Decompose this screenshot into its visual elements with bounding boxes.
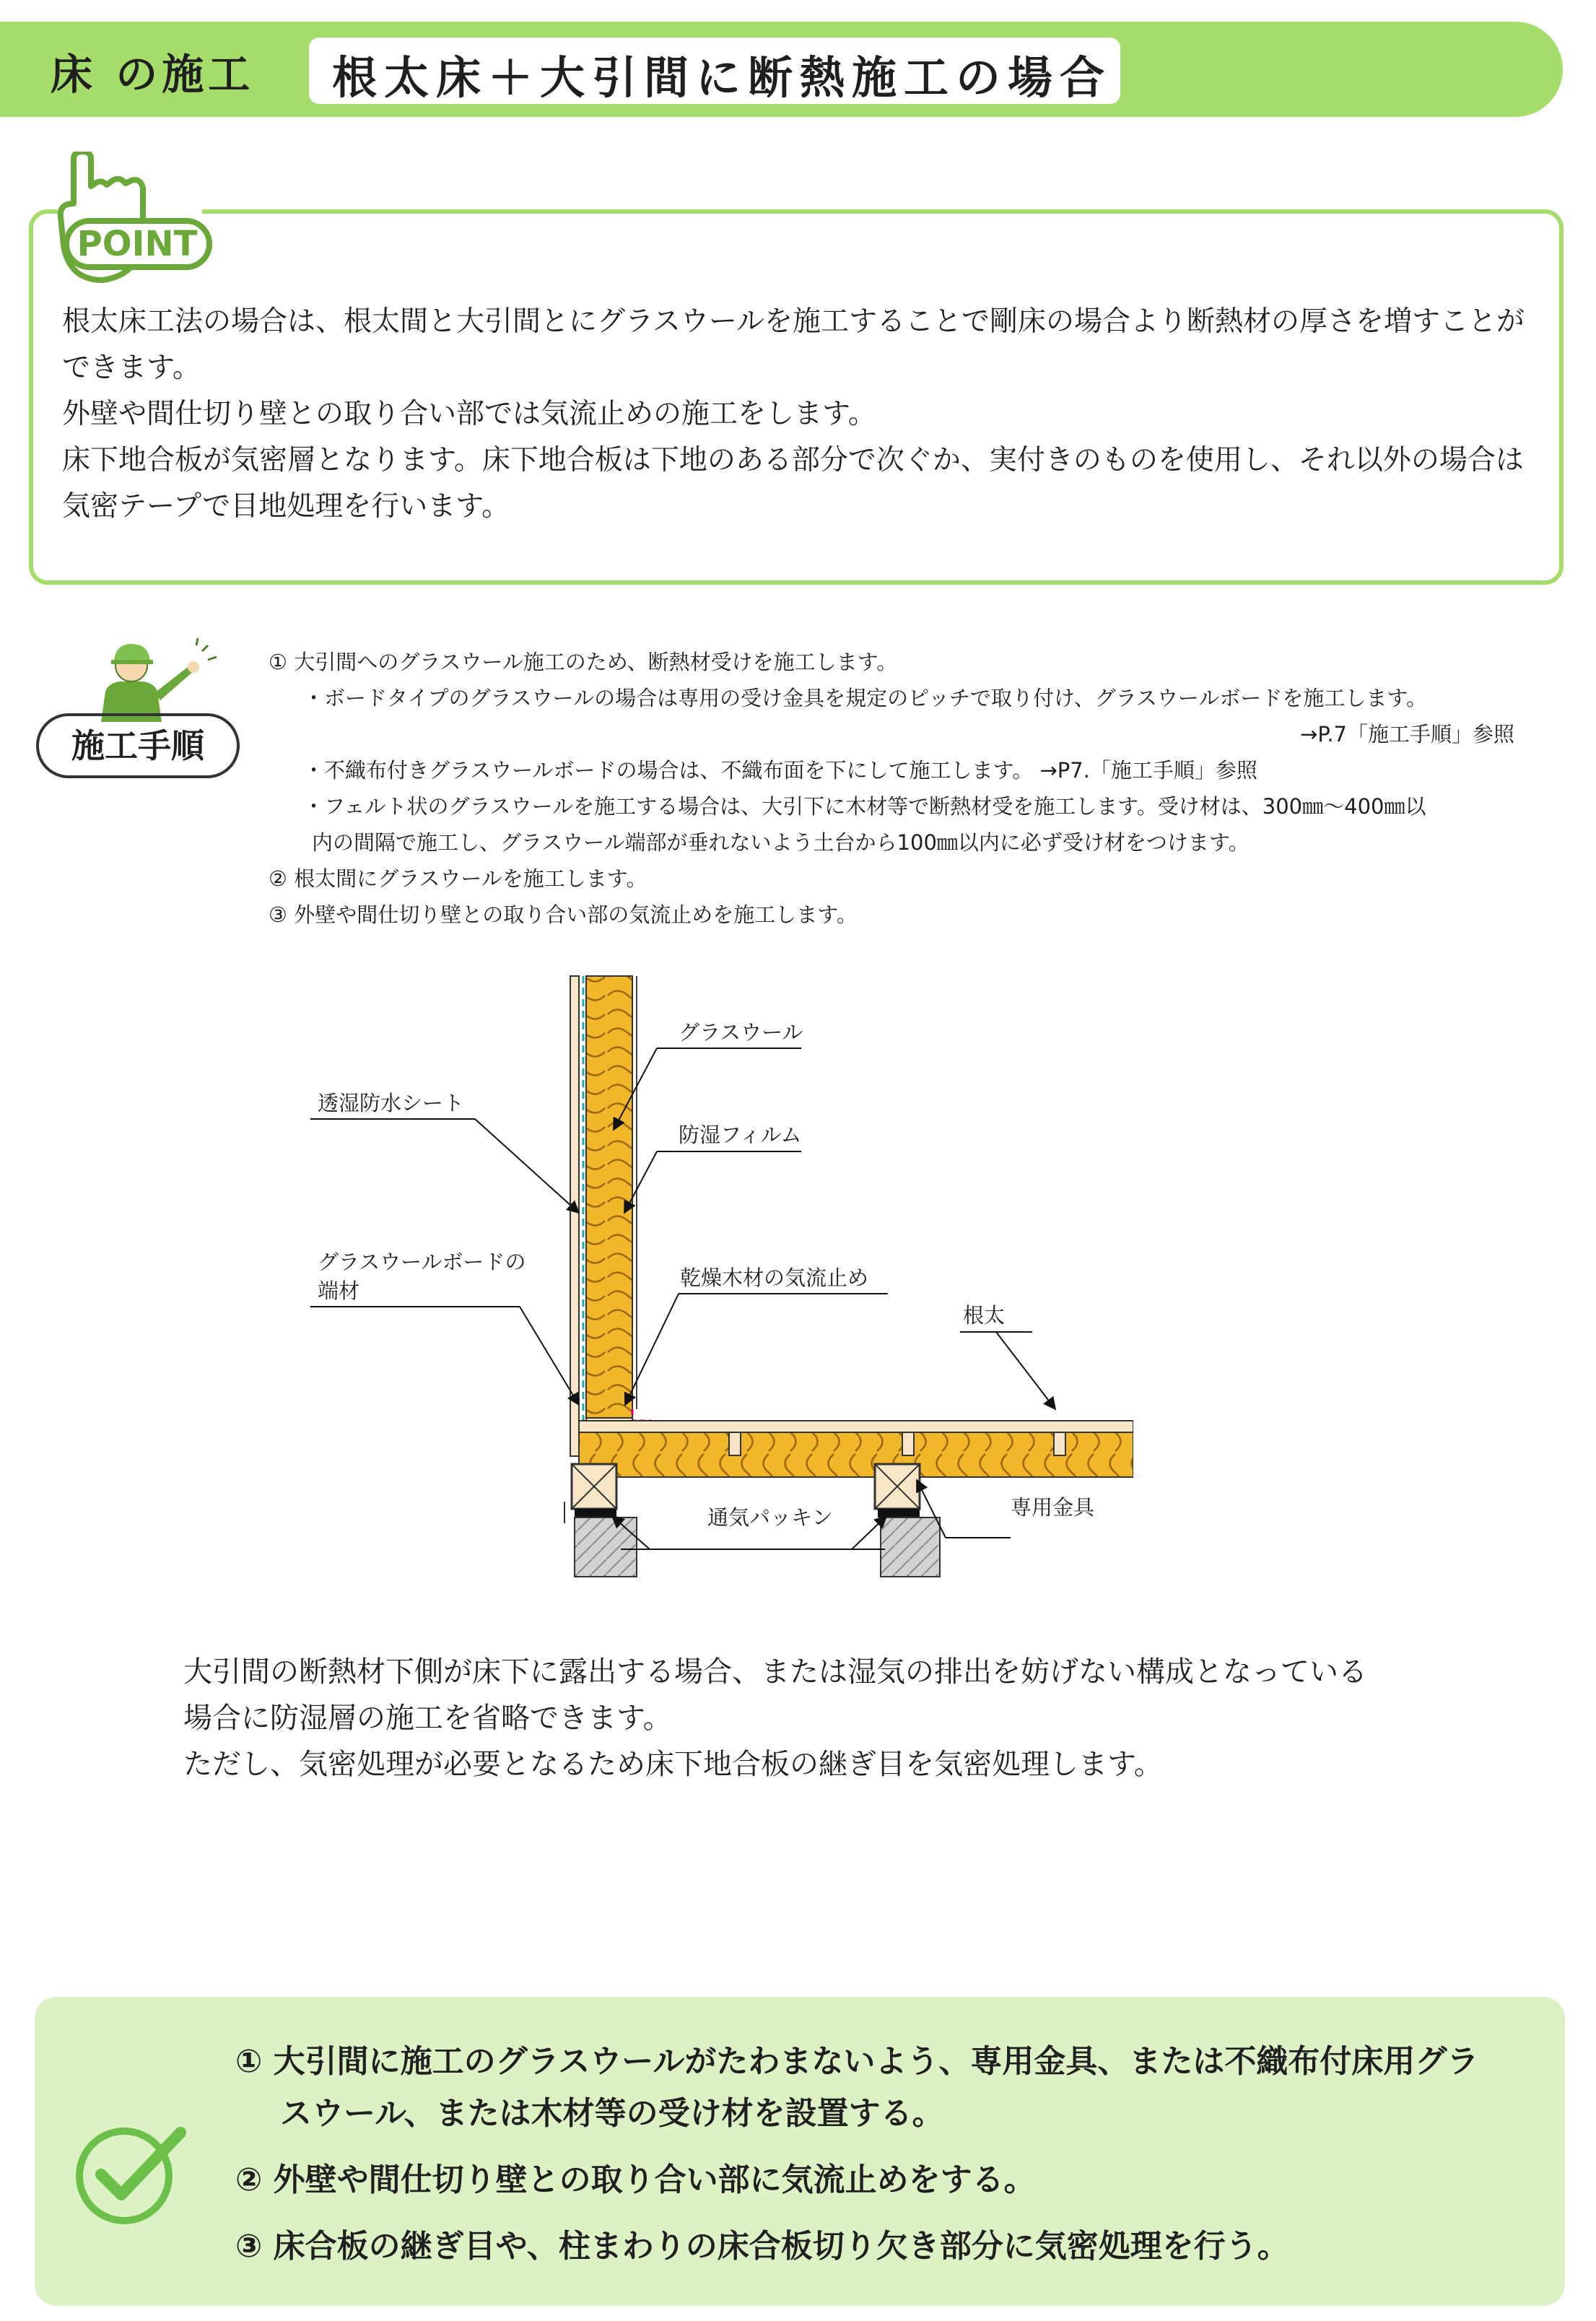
step-1: ① 大引間へのグラスウール施工のため、断熱材受けを施工します。 [269,650,898,674]
note-paragraph [183,1649,1483,1787]
floor-insulation [579,1432,1133,1477]
airtight-tape [632,1409,651,1421]
worker-pointing-icon [79,635,224,722]
label-bracket: 専用金具 [1011,1495,1095,1520]
point-line: 外壁や間仕切り壁との取り合い部では気流止めの施工をします。 [62,398,876,430]
note-line: 大引間の断熱材下側が床下に露出する場合、または湿気の排出を妨げない構成となっている [183,1655,1367,1689]
point-badge-text: POINT [77,224,198,264]
point-line: 床下地合板が気密層となります。床下地合板は下地のある部分で次ぐか、実付きのものを使用し、それ以外の場合は気密テープで目地処理を行います。 [62,444,1524,523]
step-1-sub: ・不織布付きグラスウールボードの場合は、不織布面を下にして施工します。 →P7.「施工手順」参照 [303,758,1257,783]
joist [1054,1432,1065,1455]
leader-dry-lumber-stop [625,1294,888,1405]
point-body [62,299,1542,530]
point-line: 根太床工法の場合は、根太間と大引間とにグラスウールを施工することで剛床の場合より断熱材の厚さを増すことができます。 [62,305,1525,384]
leader-glass-wool [614,1048,801,1130]
step-1-sub: ・フェルト状のグラスウールを施工する場合は、大引下に木材等で断熱材受を施工します。受け材は、300㎜～400㎜以 [303,794,1426,819]
step-1-sub: ・ボードタイプのグラスウールの場合は専用の受け金具を規定のピッチで取り付け、グラスウールボードを施工します。 [303,686,1428,710]
label-dry-lumber-stop: 乾燥木材の気流止め [680,1266,869,1290]
label-breathable-sheet: 透湿防水シート [318,1091,465,1115]
joist [729,1432,741,1455]
foundation [575,1517,637,1577]
summary-item-text: ① 大引間に施工のグラスウールがたわまないよう、専用金具、または不織布付床用グラ [235,2043,1479,2080]
summary-list [235,2036,1535,2287]
leader-gw-board-edge [310,1307,579,1405]
summary-item-3: ③ 床合板の継ぎ目や、柱まわりの床合板切り欠き部分に気密処理を行う。 [235,2228,1289,2265]
label-glass-wool: グラスウール [679,1020,803,1045]
leader-joist [960,1332,1055,1409]
summary-item-2: ② 外壁や間仕切り壁との取り合い部に気流止めをする。 [235,2161,1036,2198]
leader-breathable-sheet [310,1119,579,1213]
section-label: 床 の施工 [51,50,255,99]
check-icon [72,2115,188,2231]
procedure-steps [269,644,1561,933]
exterior-sheathing [570,976,579,1456]
label-gw-board-edge: グラスウールボードの [318,1250,526,1274]
step-1-sub-cont: 内の間隔で施工し、グラスウール端部が垂れないよう土台から100㎜以内に必ず受け材をつけます。 [312,830,1250,855]
point-hand-icon [45,152,218,296]
vent-packing [878,1509,920,1517]
floor-board [579,1421,1133,1432]
summary-item-text-cont: スウール、または木材等の受け材を設置する。 [280,2095,944,2132]
label-vapor-film: 防湿フィルム [679,1123,802,1147]
label-joist: 根太 [963,1303,1006,1328]
summary-item-1 [235,2036,1535,2140]
procedure-badge: 施工手順 [36,713,240,778]
joist [902,1432,914,1455]
foundation-post [881,1517,940,1577]
step-2: ② 根太間にグラスウールを施工します。 [269,866,647,891]
label-vent-packing: 通気パッキン [707,1505,833,1530]
leader-vapor-film [624,1151,801,1213]
note-line: ただし、気密処理が必要となるため床下地合板の継ぎ目を気密処理します。 [183,1748,1163,1781]
step-1-ref: →P.7「施工手順」参照 [1300,722,1514,746]
wall-insulation [586,976,632,1418]
note-line: 場合に防湿層の施工を省略できます。 [183,1702,672,1735]
sleeper-beam [875,1464,920,1509]
sill-beam [572,1464,616,1509]
label-gw-board-edge-2: 端材 [318,1279,360,1303]
page-title: 根太床＋大引間に断熱施工の場合 [332,51,1112,104]
vent-packing [575,1509,616,1517]
step-3: ③ 外壁や間仕切り壁との取り合い部の気流止めを施工します。 [269,902,858,927]
floor-section-diagram [303,967,1133,1581]
